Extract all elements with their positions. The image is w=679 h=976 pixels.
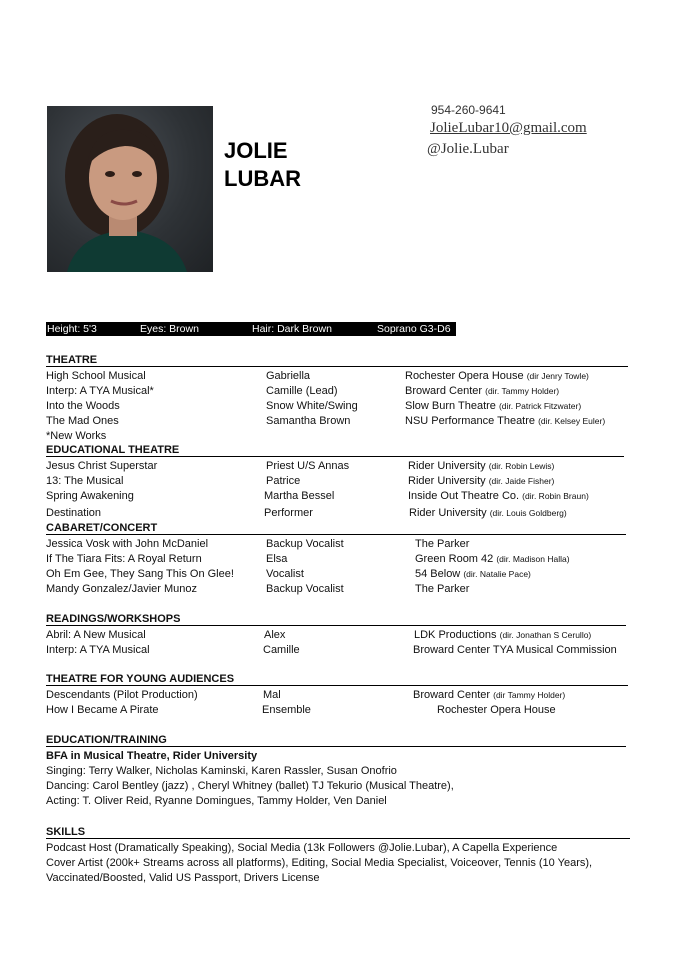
credit-role: Patrice xyxy=(266,475,301,487)
credit-role: Samantha Brown xyxy=(266,415,351,427)
credit-role: Elsa xyxy=(266,553,288,565)
credit-show: Destination xyxy=(46,507,102,519)
section-heading-readings: READINGS/WORKSHOPS xyxy=(46,613,181,625)
credit-venue: Green Room 42 (dir. Madison Halla) xyxy=(415,553,570,565)
section-heading-skills: SKILLS xyxy=(46,826,86,838)
voice-stat: Soprano G3-D6 xyxy=(377,323,451,335)
credit-director: (dir. Tammy Holder) xyxy=(485,386,560,396)
email-link[interactable]: JolieLubar10@gmail.com xyxy=(430,120,587,136)
skills-line: Vaccinated/Boosted, Valid US Passport, Drivers License xyxy=(46,872,320,884)
section-rule xyxy=(46,685,628,686)
credit-show: Oh Em Gee, They Sang This On Glee! xyxy=(46,568,234,580)
credit-role: Snow White/Swing xyxy=(266,400,358,412)
credit-director: (dir Jenry Towle) xyxy=(526,371,589,381)
section-rule xyxy=(46,456,624,457)
credit-show: How I Became A Pirate xyxy=(46,704,159,716)
credit-role: Camille (Lead) xyxy=(266,385,338,397)
credit-director: (dir. Louis Goldberg) xyxy=(489,508,567,518)
section-heading-cabaret: CABARET/CONCERT xyxy=(46,522,158,534)
credit-show: Into the Woods xyxy=(46,400,120,412)
credit-venue: Rider University (dir. Louis Goldberg) xyxy=(409,507,567,519)
section-heading-tya: THEATRE FOR YOUNG AUDIENCES xyxy=(46,673,235,685)
credit-venue: The Parker xyxy=(415,583,470,595)
training-singing: Singing: Terry Walker, Nicholas Kaminski, Karen Rassler, Susan Onofrio xyxy=(46,765,397,777)
phone-number: 954-260-9641 xyxy=(431,103,506,117)
skills-line: Podcast Host (Dramatically Speaking), Social Media (13k Followers @Jolie.Lubar), A Capella Experience xyxy=(46,842,558,854)
height-stat: Height: 5'3 xyxy=(47,323,97,335)
section-rule xyxy=(46,534,626,535)
section-rule xyxy=(46,838,630,839)
last-name: LUBAR xyxy=(224,166,301,191)
training-dancing: Dancing: Carol Bentley (jazz) , Cheryl Whitney (ballet) TJ Tekurio (Musical Theatre), xyxy=(46,780,454,792)
stats-bar xyxy=(46,322,456,336)
credit-role: Priest U/S Annas xyxy=(266,460,350,472)
credit-show: Spring Awakening xyxy=(46,490,134,502)
eyes-stat: Eyes: Brown xyxy=(140,323,199,335)
hair-stat: Hair: Dark Brown xyxy=(252,323,332,335)
credit-show: If The Tiara Fits: A Royal Return xyxy=(46,553,202,565)
credit-venue: Inside Out Theatre Co. (dir. Robin Braun) xyxy=(408,490,589,502)
credit-show: 13: The Musical xyxy=(46,475,124,487)
section-rule xyxy=(46,625,626,626)
credit-venue: Rider University (dir. Jaide Fisher) xyxy=(408,475,555,487)
credit-venue: Rider University (dir. Robin Lewis) xyxy=(408,460,555,472)
credit-show: Descendants (Pilot Production) xyxy=(46,689,198,701)
credit-role: Martha Bessel xyxy=(264,490,335,502)
credit-role: Performer xyxy=(264,507,313,519)
credit-role: Backup Vocalist xyxy=(266,538,344,550)
social-handle: @Jolie.Lubar xyxy=(427,141,509,157)
credit-venue: NSU Performance Theatre (dir. Kelsey Euler) xyxy=(405,415,606,427)
credit-role: Alex xyxy=(264,629,286,641)
credit-show: Interp: A TYA Musical xyxy=(46,644,150,656)
credit-venue: The Parker xyxy=(415,538,470,550)
credit-director: (dir. Jonathan S Cerullo) xyxy=(499,630,592,640)
training-acting: Acting: T. Oliver Reid, Ryanne Domingues, Tammy Holder, Ven Daniel xyxy=(46,795,387,807)
credit-show: High School Musical xyxy=(46,370,146,382)
section-heading-educational: EDUCATIONAL THEATRE xyxy=(46,444,180,456)
credit-director: (dir. Robin Braun) xyxy=(522,491,589,501)
headshot-photo xyxy=(47,106,213,272)
section-rule xyxy=(46,366,628,367)
credit-venue: Broward Center (dir. Tammy Holder) xyxy=(405,385,560,397)
credit-show: Interp: A TYA Musical* xyxy=(46,385,154,397)
section-rule xyxy=(46,746,626,747)
credit-director: (dir. Patrick Fitzwater) xyxy=(498,401,582,411)
credit-director: (dir Tammy Holder) xyxy=(493,690,566,700)
credit-venue: Rochester Opera House (dir Jenry Towle) xyxy=(405,370,589,382)
credit-venue: LDK Productions (dir. Jonathan S Cerullo) xyxy=(414,629,592,641)
credit-role: Mal xyxy=(263,689,281,701)
degree: BFA in Musical Theatre, Rider University xyxy=(46,750,258,762)
credit-role: Vocalist xyxy=(266,568,304,580)
credit-role: Backup Vocalist xyxy=(266,583,344,595)
credit-venue: Rochester Opera House xyxy=(437,704,556,716)
skills-line: Cover Artist (200k+ Streams across all platforms), Editing, Social Media Specialist, Voiceover, Tennis (10 Years), xyxy=(46,857,593,869)
new-works-note: *New Works xyxy=(46,430,107,442)
credit-venue: Broward Center TYA Musical Commission xyxy=(413,644,617,656)
credit-director: (dir. Natalie Pace) xyxy=(463,569,531,579)
credit-show: Abril: A New Musical xyxy=(46,629,146,641)
section-heading-education: EDUCATION/TRAINING xyxy=(46,734,167,746)
headshot-illustration xyxy=(47,106,213,272)
credit-role: Gabriella xyxy=(266,370,311,382)
credit-role: Camille xyxy=(263,644,300,656)
section-heading-theatre: THEATRE xyxy=(46,354,98,366)
credit-show: Mandy Gonzalez/Javier Munoz xyxy=(46,583,198,595)
actor-name xyxy=(224,137,301,193)
credit-show: Jesus Christ Superstar xyxy=(46,460,158,472)
credit-venue: Slow Burn Theatre (dir. Patrick Fitzwater) xyxy=(405,400,582,412)
credit-director: (dir. Kelsey Euler) xyxy=(538,416,606,426)
credit-director: (dir. Robin Lewis) xyxy=(488,461,555,471)
credit-director: (dir. Jaide Fisher) xyxy=(488,476,555,486)
credit-director: (dir. Madison Halla) xyxy=(496,554,570,564)
credit-venue: 54 Below (dir. Natalie Pace) xyxy=(415,568,531,580)
credit-show: The Mad Ones xyxy=(46,415,119,427)
credit-venue: Broward Center (dir Tammy Holder) xyxy=(413,689,566,701)
first-name: JOLIE xyxy=(224,138,288,163)
credit-role: Ensemble xyxy=(262,704,311,716)
credit-show: Jessica Vosk with John McDaniel xyxy=(46,538,209,550)
